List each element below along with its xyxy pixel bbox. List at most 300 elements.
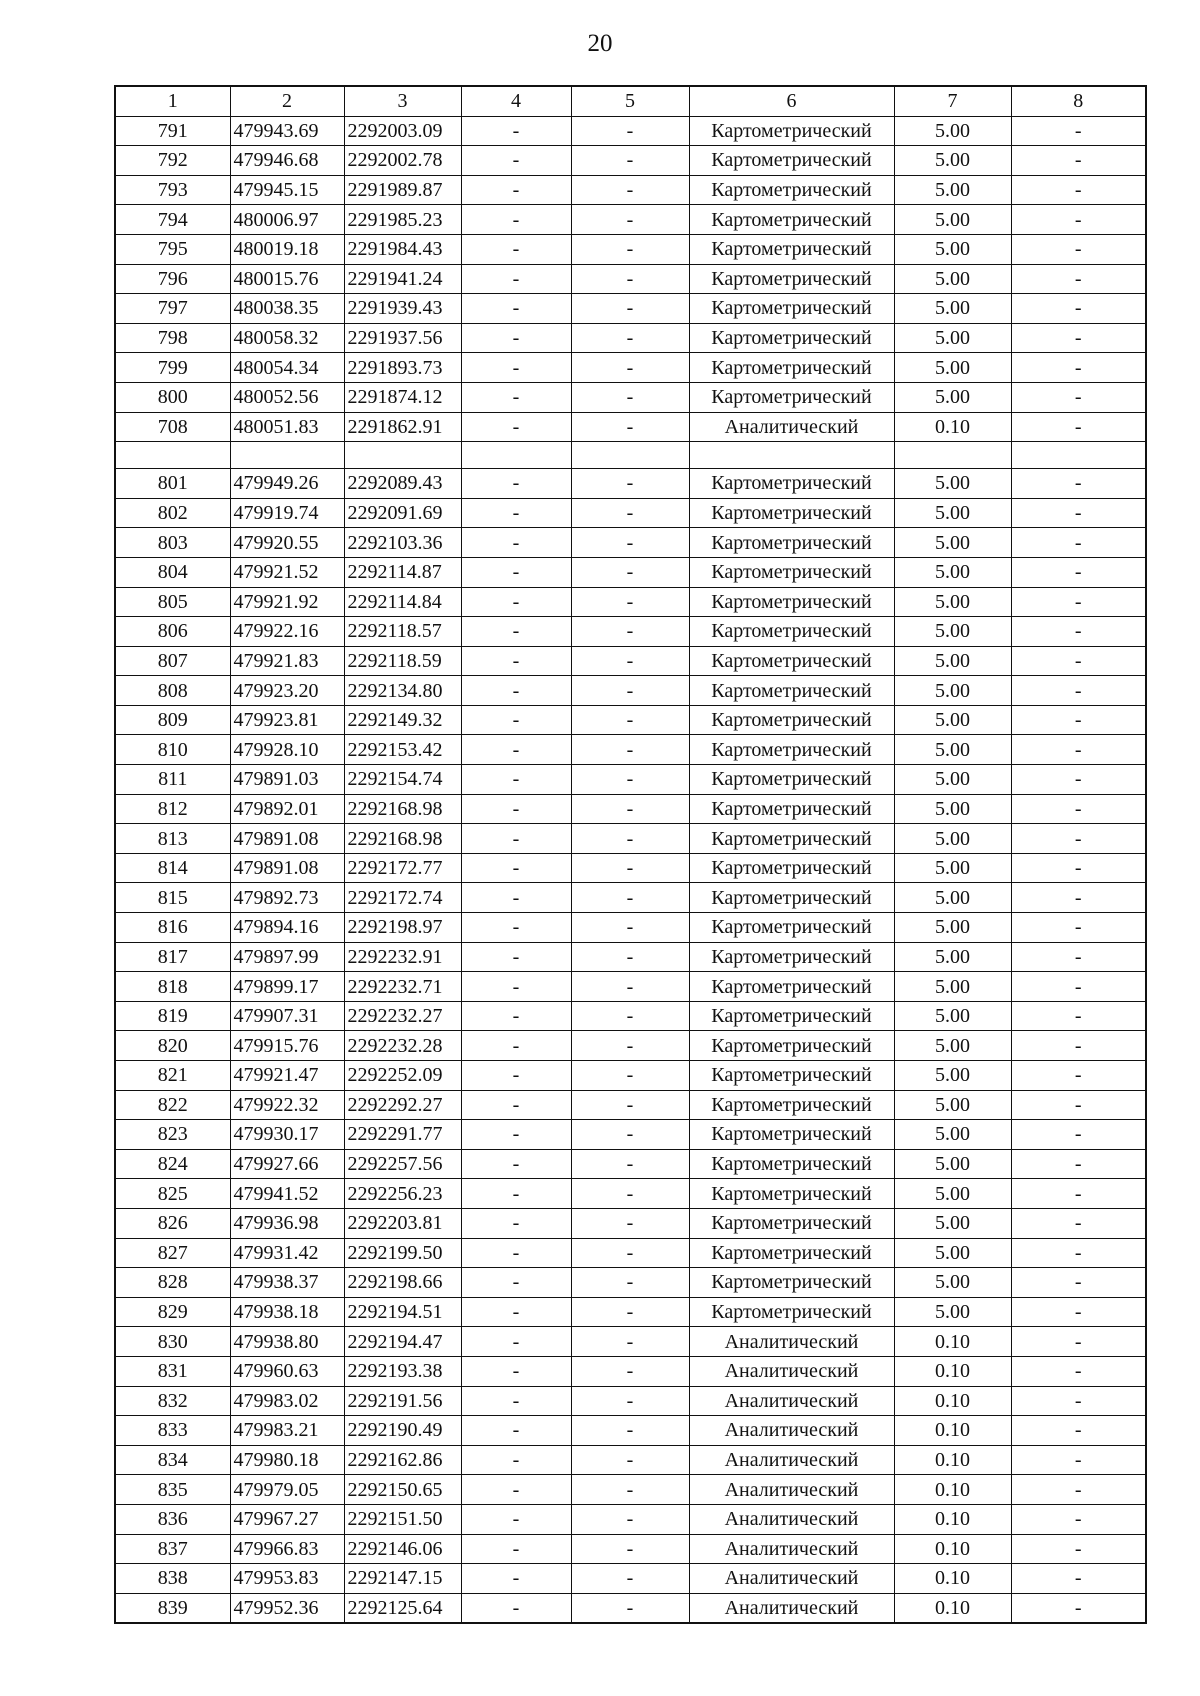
- method-cell: Картометрический: [689, 942, 894, 972]
- col8-cell: -: [1011, 883, 1146, 913]
- col4-cell: -: [461, 1327, 571, 1357]
- col5-cell: -: [571, 1001, 689, 1031]
- point-number-cell: 808: [115, 676, 230, 706]
- y-coordinate-cell: 2292291.77: [344, 1120, 461, 1150]
- point-number-cell: 831: [115, 1356, 230, 1386]
- col8-cell: -: [1011, 1208, 1146, 1238]
- col8-cell: -: [1011, 175, 1146, 205]
- x-coordinate-cell: 479928.10: [230, 735, 344, 765]
- accuracy-cell: 0.10: [894, 1416, 1011, 1446]
- col4-cell: -: [461, 646, 571, 676]
- x-coordinate-cell: 479931.42: [230, 1238, 344, 1268]
- method-cell: Картометрический: [689, 705, 894, 735]
- col4-cell: -: [461, 116, 571, 146]
- x-coordinate-cell: 479922.32: [230, 1090, 344, 1120]
- y-coordinate-cell: 2292151.50: [344, 1504, 461, 1534]
- point-number-cell: 809: [115, 705, 230, 735]
- col4-cell: -: [461, 294, 571, 324]
- col4-cell: -: [461, 1504, 571, 1534]
- x-coordinate-cell: 480006.97: [230, 205, 344, 235]
- col8-cell: -: [1011, 646, 1146, 676]
- y-coordinate-cell: 2292134.80: [344, 676, 461, 706]
- method-cell: Картометрический: [689, 1179, 894, 1209]
- column-header: 6: [689, 86, 894, 116]
- point-number-cell: 810: [115, 735, 230, 765]
- col5-cell: -: [571, 1297, 689, 1327]
- y-coordinate-cell: 2292198.97: [344, 913, 461, 943]
- y-coordinate-cell: 2292153.42: [344, 735, 461, 765]
- x-coordinate-cell: 479892.01: [230, 794, 344, 824]
- point-number-cell: 800: [115, 382, 230, 412]
- col4-cell: -: [461, 853, 571, 883]
- accuracy-cell: 5.00: [894, 646, 1011, 676]
- col4-cell: -: [461, 1297, 571, 1327]
- col8-cell: -: [1011, 1001, 1146, 1031]
- col4-cell: -: [461, 617, 571, 647]
- table-row: [115, 294, 1146, 324]
- accuracy-cell: 0.10: [894, 412, 1011, 442]
- method-cell: Картометрический: [689, 676, 894, 706]
- y-coordinate-cell: 2291989.87: [344, 175, 461, 205]
- col5-cell: -: [571, 1504, 689, 1534]
- y-coordinate-cell: 2292172.74: [344, 883, 461, 913]
- point-number-cell: 825: [115, 1179, 230, 1209]
- y-coordinate-cell: 2291939.43: [344, 294, 461, 324]
- col5-cell: -: [571, 765, 689, 795]
- col4-cell: -: [461, 1445, 571, 1475]
- col5-cell: -: [571, 498, 689, 528]
- method-cell: Картометрический: [689, 146, 894, 176]
- col4-cell: -: [461, 323, 571, 353]
- col8-cell: -: [1011, 353, 1146, 383]
- table-row: [115, 705, 1146, 735]
- accuracy-cell: 5.00: [894, 175, 1011, 205]
- col5-cell: -: [571, 1031, 689, 1061]
- y-coordinate-cell: 2292193.38: [344, 1356, 461, 1386]
- col8-cell: -: [1011, 705, 1146, 735]
- col4-cell: -: [461, 175, 571, 205]
- method-cell: Аналитический: [689, 1593, 894, 1623]
- table-row: [115, 1090, 1146, 1120]
- y-coordinate-cell: 2292172.77: [344, 853, 461, 883]
- method-cell: Аналитический: [689, 1475, 894, 1505]
- method-cell: Картометрический: [689, 498, 894, 528]
- table-row: [115, 1061, 1146, 1091]
- y-coordinate-cell: 2292114.84: [344, 587, 461, 617]
- y-coordinate-cell: 2292190.49: [344, 1416, 461, 1446]
- method-cell: Картометрический: [689, 1090, 894, 1120]
- col4-cell: -: [461, 824, 571, 854]
- method-cell: Картометрический: [689, 1238, 894, 1268]
- col4-cell: -: [461, 1031, 571, 1061]
- point-number-cell: 812: [115, 794, 230, 824]
- table-row: [115, 175, 1146, 205]
- col8-cell: -: [1011, 1356, 1146, 1386]
- col5-cell: -: [571, 1445, 689, 1475]
- x-coordinate-cell: 479980.18: [230, 1445, 344, 1475]
- accuracy-cell: 5.00: [894, 765, 1011, 795]
- method-cell: Аналитический: [689, 1564, 894, 1594]
- method-cell: Картометрический: [689, 735, 894, 765]
- method-cell: Картометрический: [689, 794, 894, 824]
- x-coordinate-cell: 479946.68: [230, 146, 344, 176]
- table-row: [115, 557, 1146, 587]
- method-cell: Аналитический: [689, 1445, 894, 1475]
- col5-cell: -: [571, 116, 689, 146]
- accuracy-cell: 5.00: [894, 1268, 1011, 1298]
- table-row: [115, 883, 1146, 913]
- point-number-cell: 827: [115, 1238, 230, 1268]
- col4-cell: [461, 442, 571, 469]
- col4-cell: -: [461, 1149, 571, 1179]
- col8-cell: -: [1011, 1090, 1146, 1120]
- col5-cell: -: [571, 676, 689, 706]
- col5-cell: -: [571, 646, 689, 676]
- point-number-cell: 828: [115, 1268, 230, 1298]
- accuracy-cell: 0.10: [894, 1534, 1011, 1564]
- col8-cell: -: [1011, 1149, 1146, 1179]
- accuracy-cell: 0.10: [894, 1504, 1011, 1534]
- table-row: [115, 1386, 1146, 1416]
- method-cell: [689, 442, 894, 469]
- method-cell: Аналитический: [689, 1504, 894, 1534]
- col4-cell: -: [461, 234, 571, 264]
- table-row: [115, 617, 1146, 647]
- col5-cell: -: [571, 264, 689, 294]
- y-coordinate-cell: 2292149.32: [344, 705, 461, 735]
- col4-cell: -: [461, 942, 571, 972]
- point-number-cell: 822: [115, 1090, 230, 1120]
- x-coordinate-cell: 479930.17: [230, 1120, 344, 1150]
- x-coordinate-cell: 479915.76: [230, 1031, 344, 1061]
- accuracy-cell: 5.00: [894, 942, 1011, 972]
- table-row: [115, 587, 1146, 617]
- table-row: [115, 1504, 1146, 1534]
- col4-cell: -: [461, 382, 571, 412]
- y-coordinate-cell: 2292168.98: [344, 794, 461, 824]
- col4-cell: -: [461, 1238, 571, 1268]
- accuracy-cell: 5.00: [894, 913, 1011, 943]
- col5-cell: -: [571, 1238, 689, 1268]
- accuracy-cell: 5.00: [894, 353, 1011, 383]
- col5-cell: -: [571, 1534, 689, 1564]
- method-cell: Картометрический: [689, 557, 894, 587]
- accuracy-cell: 5.00: [894, 1031, 1011, 1061]
- x-coordinate-cell: 479919.74: [230, 498, 344, 528]
- col8-cell: -: [1011, 557, 1146, 587]
- col8-cell: -: [1011, 205, 1146, 235]
- point-number-cell: 791: [115, 116, 230, 146]
- x-coordinate-cell: 479921.47: [230, 1061, 344, 1091]
- y-coordinate-cell: 2291984.43: [344, 234, 461, 264]
- col8-cell: -: [1011, 1445, 1146, 1475]
- col5-cell: -: [571, 146, 689, 176]
- col4-cell: -: [461, 1356, 571, 1386]
- col4-cell: -: [461, 1001, 571, 1031]
- method-cell: Аналитический: [689, 1386, 894, 1416]
- col5-cell: -: [571, 913, 689, 943]
- col8-cell: -: [1011, 382, 1146, 412]
- col8-cell: -: [1011, 617, 1146, 647]
- accuracy-cell: 5.00: [894, 1001, 1011, 1031]
- x-coordinate-cell: 480019.18: [230, 234, 344, 264]
- accuracy-cell: 5.00: [894, 1061, 1011, 1091]
- method-cell: Картометрический: [689, 765, 894, 795]
- col4-cell: -: [461, 1208, 571, 1238]
- accuracy-cell: 0.10: [894, 1564, 1011, 1594]
- accuracy-cell: 5.00: [894, 382, 1011, 412]
- y-coordinate-cell: 2292232.28: [344, 1031, 461, 1061]
- accuracy-cell: 0.10: [894, 1356, 1011, 1386]
- point-number-cell: 799: [115, 353, 230, 383]
- y-coordinate-cell: [344, 442, 461, 469]
- col5-cell: -: [571, 234, 689, 264]
- x-coordinate-cell: 479979.05: [230, 1475, 344, 1505]
- point-number-cell: 708: [115, 412, 230, 442]
- accuracy-cell: [894, 442, 1011, 469]
- x-coordinate-cell: 479983.02: [230, 1386, 344, 1416]
- col5-cell: -: [571, 1593, 689, 1623]
- method-cell: Картометрический: [689, 528, 894, 558]
- col5-cell: -: [571, 1208, 689, 1238]
- col4-cell: -: [461, 1534, 571, 1564]
- column-header: 8: [1011, 86, 1146, 116]
- accuracy-cell: 5.00: [894, 735, 1011, 765]
- table-row: [115, 676, 1146, 706]
- point-number-cell: 792: [115, 146, 230, 176]
- col8-cell: -: [1011, 1386, 1146, 1416]
- x-coordinate-cell: 480038.35: [230, 294, 344, 324]
- x-coordinate-cell: 479938.37: [230, 1268, 344, 1298]
- table-row: [115, 1327, 1146, 1357]
- accuracy-cell: 5.00: [894, 587, 1011, 617]
- x-coordinate-cell: 479945.15: [230, 175, 344, 205]
- accuracy-cell: 5.00: [894, 1238, 1011, 1268]
- accuracy-cell: 5.00: [894, 794, 1011, 824]
- col8-cell: -: [1011, 587, 1146, 617]
- col8-cell: -: [1011, 824, 1146, 854]
- col4-cell: -: [461, 264, 571, 294]
- accuracy-cell: 5.00: [894, 1090, 1011, 1120]
- y-coordinate-cell: 2291893.73: [344, 353, 461, 383]
- col5-cell: -: [571, 1327, 689, 1357]
- col4-cell: -: [461, 1593, 571, 1623]
- col8-cell: -: [1011, 498, 1146, 528]
- col8-cell: -: [1011, 234, 1146, 264]
- method-cell: Картометрический: [689, 883, 894, 913]
- y-coordinate-cell: 2291941.24: [344, 264, 461, 294]
- col4-cell: -: [461, 1268, 571, 1298]
- table-row: [115, 1238, 1146, 1268]
- accuracy-cell: 5.00: [894, 1149, 1011, 1179]
- y-coordinate-cell: 2292118.57: [344, 617, 461, 647]
- method-cell: Картометрический: [689, 234, 894, 264]
- x-coordinate-cell: 479943.69: [230, 116, 344, 146]
- y-coordinate-cell: 2292232.71: [344, 972, 461, 1002]
- col8-cell: -: [1011, 116, 1146, 146]
- table-row: [115, 1297, 1146, 1327]
- col5-cell: -: [571, 1120, 689, 1150]
- col8-cell: -: [1011, 1268, 1146, 1298]
- col8-cell: -: [1011, 913, 1146, 943]
- x-coordinate-cell: 479967.27: [230, 1504, 344, 1534]
- y-coordinate-cell: 2291862.91: [344, 412, 461, 442]
- y-coordinate-cell: 2291985.23: [344, 205, 461, 235]
- point-number-cell: 834: [115, 1445, 230, 1475]
- y-coordinate-cell: 2292118.59: [344, 646, 461, 676]
- point-number-cell: 802: [115, 498, 230, 528]
- col4-cell: -: [461, 587, 571, 617]
- table-row: [115, 794, 1146, 824]
- col5-cell: -: [571, 382, 689, 412]
- col5-cell: -: [571, 175, 689, 205]
- point-number-cell: 821: [115, 1061, 230, 1091]
- point-number-cell: 833: [115, 1416, 230, 1446]
- col4-cell: -: [461, 765, 571, 795]
- point-number-cell: 794: [115, 205, 230, 235]
- x-coordinate-cell: 479907.31: [230, 1001, 344, 1031]
- y-coordinate-cell: 2292194.51: [344, 1297, 461, 1327]
- col5-cell: -: [571, 1268, 689, 1298]
- table-row: [115, 353, 1146, 383]
- x-coordinate-cell: 479922.16: [230, 617, 344, 647]
- point-number-cell: 839: [115, 1593, 230, 1623]
- col4-cell: -: [461, 883, 571, 913]
- col5-cell: -: [571, 1416, 689, 1446]
- col8-cell: -: [1011, 412, 1146, 442]
- accuracy-cell: 5.00: [894, 676, 1011, 706]
- point-number-cell: 813: [115, 824, 230, 854]
- table-row: [115, 1208, 1146, 1238]
- col4-cell: -: [461, 557, 571, 587]
- y-coordinate-cell: 2292003.09: [344, 116, 461, 146]
- point-number-cell: 819: [115, 1001, 230, 1031]
- x-coordinate-cell: 479923.81: [230, 705, 344, 735]
- y-coordinate-cell: 2292089.43: [344, 469, 461, 499]
- col4-cell: -: [461, 1090, 571, 1120]
- col8-cell: -: [1011, 1327, 1146, 1357]
- table-row: [115, 528, 1146, 558]
- col8-cell: -: [1011, 853, 1146, 883]
- y-coordinate-cell: 2292194.47: [344, 1327, 461, 1357]
- table-row: [115, 498, 1146, 528]
- col8-cell: -: [1011, 1564, 1146, 1594]
- col5-cell: -: [571, 353, 689, 383]
- point-number-cell: 816: [115, 913, 230, 943]
- x-coordinate-cell: 480058.32: [230, 323, 344, 353]
- point-number-cell: 835: [115, 1475, 230, 1505]
- column-header: 4: [461, 86, 571, 116]
- point-number-cell: 807: [115, 646, 230, 676]
- point-number-cell: 805: [115, 587, 230, 617]
- x-coordinate-cell: 479966.83: [230, 1534, 344, 1564]
- accuracy-cell: 5.00: [894, 853, 1011, 883]
- col4-cell: -: [461, 913, 571, 943]
- point-number-cell: 793: [115, 175, 230, 205]
- y-coordinate-cell: 2292191.56: [344, 1386, 461, 1416]
- method-cell: Картометрический: [689, 1001, 894, 1031]
- table-row: [115, 942, 1146, 972]
- accuracy-cell: 5.00: [894, 294, 1011, 324]
- col4-cell: -: [461, 735, 571, 765]
- col5-cell: [571, 442, 689, 469]
- table-row: [115, 1445, 1146, 1475]
- point-number-cell: 832: [115, 1386, 230, 1416]
- point-number-cell: 806: [115, 617, 230, 647]
- col5-cell: -: [571, 412, 689, 442]
- table-row: [115, 1593, 1146, 1623]
- accuracy-cell: 5.00: [894, 972, 1011, 1002]
- accuracy-cell: 0.10: [894, 1445, 1011, 1475]
- accuracy-cell: 5.00: [894, 883, 1011, 913]
- x-coordinate-cell: 479894.16: [230, 913, 344, 943]
- method-cell: Картометрический: [689, 1297, 894, 1327]
- point-number-cell: 797: [115, 294, 230, 324]
- table-row: [115, 1149, 1146, 1179]
- col4-cell: -: [461, 1120, 571, 1150]
- x-coordinate-cell: 479921.52: [230, 557, 344, 587]
- method-cell: Картометрический: [689, 1031, 894, 1061]
- col5-cell: -: [571, 942, 689, 972]
- x-coordinate-cell: 479920.55: [230, 528, 344, 558]
- col8-cell: -: [1011, 794, 1146, 824]
- accuracy-cell: 5.00: [894, 116, 1011, 146]
- x-coordinate-cell: 479960.63: [230, 1356, 344, 1386]
- col8-cell: -: [1011, 528, 1146, 558]
- col5-cell: -: [571, 1090, 689, 1120]
- x-coordinate-cell: 479949.26: [230, 469, 344, 499]
- col5-cell: -: [571, 205, 689, 235]
- table-row: [115, 1564, 1146, 1594]
- x-coordinate-cell: 479921.92: [230, 587, 344, 617]
- accuracy-cell: 5.00: [894, 1120, 1011, 1150]
- col4-cell: -: [461, 146, 571, 176]
- y-coordinate-cell: 2291874.12: [344, 382, 461, 412]
- method-cell: Картометрический: [689, 205, 894, 235]
- accuracy-cell: 5.00: [894, 498, 1011, 528]
- x-coordinate-cell: 479923.20: [230, 676, 344, 706]
- col5-cell: -: [571, 972, 689, 1002]
- method-cell: Картометрический: [689, 972, 894, 1002]
- column-header: 3: [344, 86, 461, 116]
- col8-cell: -: [1011, 1297, 1146, 1327]
- y-coordinate-cell: 2292146.06: [344, 1534, 461, 1564]
- point-number-cell: 830: [115, 1327, 230, 1357]
- col5-cell: -: [571, 1149, 689, 1179]
- method-cell: Картометрический: [689, 116, 894, 146]
- method-cell: Картометрический: [689, 294, 894, 324]
- table-row: [115, 646, 1146, 676]
- col5-cell: -: [571, 883, 689, 913]
- table-row: [115, 1001, 1146, 1031]
- col4-cell: -: [461, 353, 571, 383]
- method-cell: Картометрический: [689, 469, 894, 499]
- table-row: [115, 1356, 1146, 1386]
- table-row: [115, 1416, 1146, 1446]
- table-row: [115, 1475, 1146, 1505]
- col8-cell: -: [1011, 1061, 1146, 1091]
- method-cell: Аналитический: [689, 1416, 894, 1446]
- table-row: [115, 824, 1146, 854]
- point-number-cell: 803: [115, 528, 230, 558]
- col5-cell: -: [571, 528, 689, 558]
- point-number-cell: 837: [115, 1534, 230, 1564]
- col8-cell: -: [1011, 1504, 1146, 1534]
- y-coordinate-cell: 2292150.65: [344, 1475, 461, 1505]
- col5-cell: -: [571, 794, 689, 824]
- point-number-cell: 795: [115, 234, 230, 264]
- col4-cell: -: [461, 528, 571, 558]
